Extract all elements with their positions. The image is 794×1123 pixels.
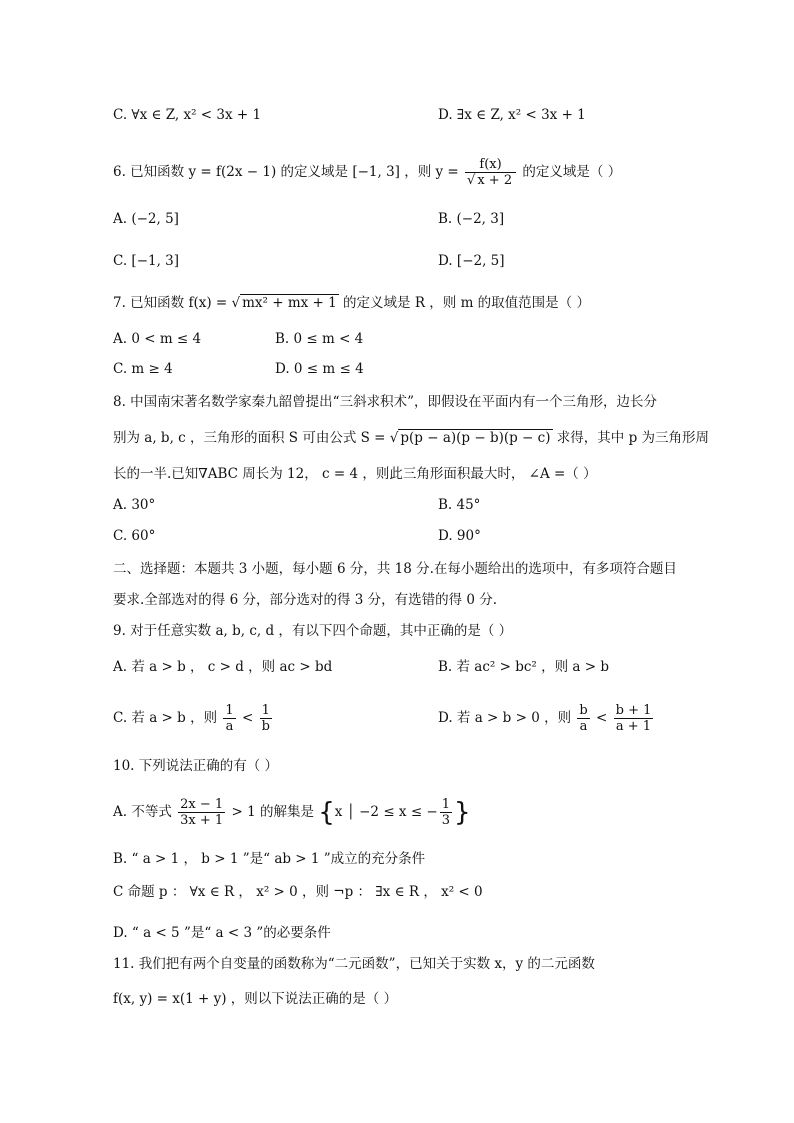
q7-pre: 7. 已知函数 [113,295,185,311]
q7-option-c: C. m ≥ 4 [113,361,173,377]
q6-mid: 的定义域是 [280,164,349,180]
q5-option-c: C. ∀x ∈ Z, x² < 3x + 1 [113,107,262,123]
q9-c-frac2: $\frac{1}{b}$ [261,703,270,734]
q6-option-c: C. [−1, 3] [113,253,180,269]
q9-d-frac2: $\frac{b + 1}{a + 1}$ [615,703,652,734]
q10-a-mid: > 1 的解集是 [231,804,314,820]
q8-option-a: A. 30° [113,497,156,513]
q6-func: y = f(2x − 1) [188,164,277,180]
section2-line1: 二、选择题：本题共 3 小题，每小题 6 分，共 18 分.在每小题给出的选项中，有多项符合题目 [113,561,677,577]
q8-line1: 8. 中国南宋著名数学家秦九韶曾提出“三斜求积术”，即假设在平面内有一个三角形，边长分 [113,394,657,410]
q7-option-d: D. 0 ≤ m ≤ 4 [275,361,364,377]
q6-mid2: ，则 [404,164,432,180]
q11-line2: f(x, y) = x(1 + y) ，则以下说法正确的是（ ） [113,991,398,1007]
q9-option-c [113,700,274,736]
q8-line2 [113,428,709,448]
q9-c-frac1: $\frac{1}{a}$ [225,703,234,734]
q8-option-b: B. 45° [438,497,481,513]
q6-option-a: A. (−2, 5] [113,211,179,227]
q7-option-b: B. 0 ≤ m < 4 [275,331,364,347]
q9-option-b: B. 若 ac² > bc² ，则 a > b [438,659,609,675]
q6-domain: [−1, 3] [352,164,400,180]
q8-radical: √ p(p − a)(p − b)(p − c) [389,430,551,446]
q8-line2a: 别为 a, b, c ，三角形的面积 S 可由公式 S = [113,430,386,446]
q8-option-c: C. 60° [113,528,156,544]
q7-post: 的定义域是 R ，则 m 的取值范围是（ ） [343,295,590,311]
right-brace-glyph: } [454,797,471,828]
q10-option-b: B. “ a > 1 ， b > 1 ”是“ ab > 1 ”成立的充分条件 [113,851,426,867]
q10-stem: 10. 下列说法正确的有（ ） [113,758,279,774]
q7-radical: √ mx² + mx + 1 [231,295,337,311]
q10-a-set-frac: $\frac{1}{3}$ [441,797,451,828]
q6-fraction [465,157,516,188]
q10-a-frac: $\frac{2x - 1}{3x + 1}$ [180,797,224,828]
q6-option-b: B. (−2, 3] [438,211,505,227]
q9-d-frac1: $\frac{b}{a}$ [579,703,588,734]
section2-line2: 要求.全部选对的得 6 分，部分选对的得 3 分，有选错的得 0 分. [113,592,498,608]
q10-a-set: x │ −2 ≤ x ≤ − [334,804,438,820]
q10-a-pre: A. 不等式 [113,804,172,820]
q9-d-pre: D. 若 a > b > 0 ，则 [438,710,572,726]
q6-pre: 6. 已知函数 [113,164,185,180]
q6-num: f(x) [465,157,516,173]
q9-c-pre: C. 若 a > b ，则 [113,710,218,726]
left-brace-glyph: { [318,797,335,828]
q9-d-lt: < [596,710,608,726]
q7-func: f(x) = [188,295,228,311]
q8-line3: 长的一半.已知∇ABC 周长为 12， c = 4 ，则此三角形面积最大时， ∠A =（ ） [113,466,597,482]
q8-option-d: D. 90° [438,528,481,544]
q9-option-a: A. 若 a > b ， c > d ，则 ac > bd [113,659,333,675]
q7-option-a: A. 0 < m ≤ 4 [113,331,202,347]
q10-option-a [113,792,471,833]
q6-option-d: D. [−2, 5] [438,253,505,269]
q6-y: y = [435,164,459,180]
q9-option-d [438,700,655,736]
q9-c-lt: < [241,710,254,726]
q7-stem [113,293,590,313]
q6-den: √ x + 2 [467,173,513,188]
q10-option-c: C 命题 p ： ∀x ∈ R ， x² > 0 ，则 ¬p ： ∃x ∈ R ， x² < 0 [113,884,483,900]
q5-option-d: D. ∃x ∈ Z, x² < 3x + 1 [438,107,586,123]
q6-post: 的定义域是（ ） [522,164,622,180]
q8-line2b: 求得，其中 p 为三角形周 [556,430,710,446]
q11-line1: 11. 我们把有两个自变量的函数称为“二元函数”，已知关于实数 x，y 的二元函数 [113,956,595,972]
q9-stem: 9. 对于任意实数 a, b, c, d ，有以下四个命题，其中正确的是（ ） [113,623,513,639]
q10-option-d: D. “ a < 5 ”是“ a < 3 ”的必要条件 [113,925,331,941]
q6-stem [113,156,621,188]
